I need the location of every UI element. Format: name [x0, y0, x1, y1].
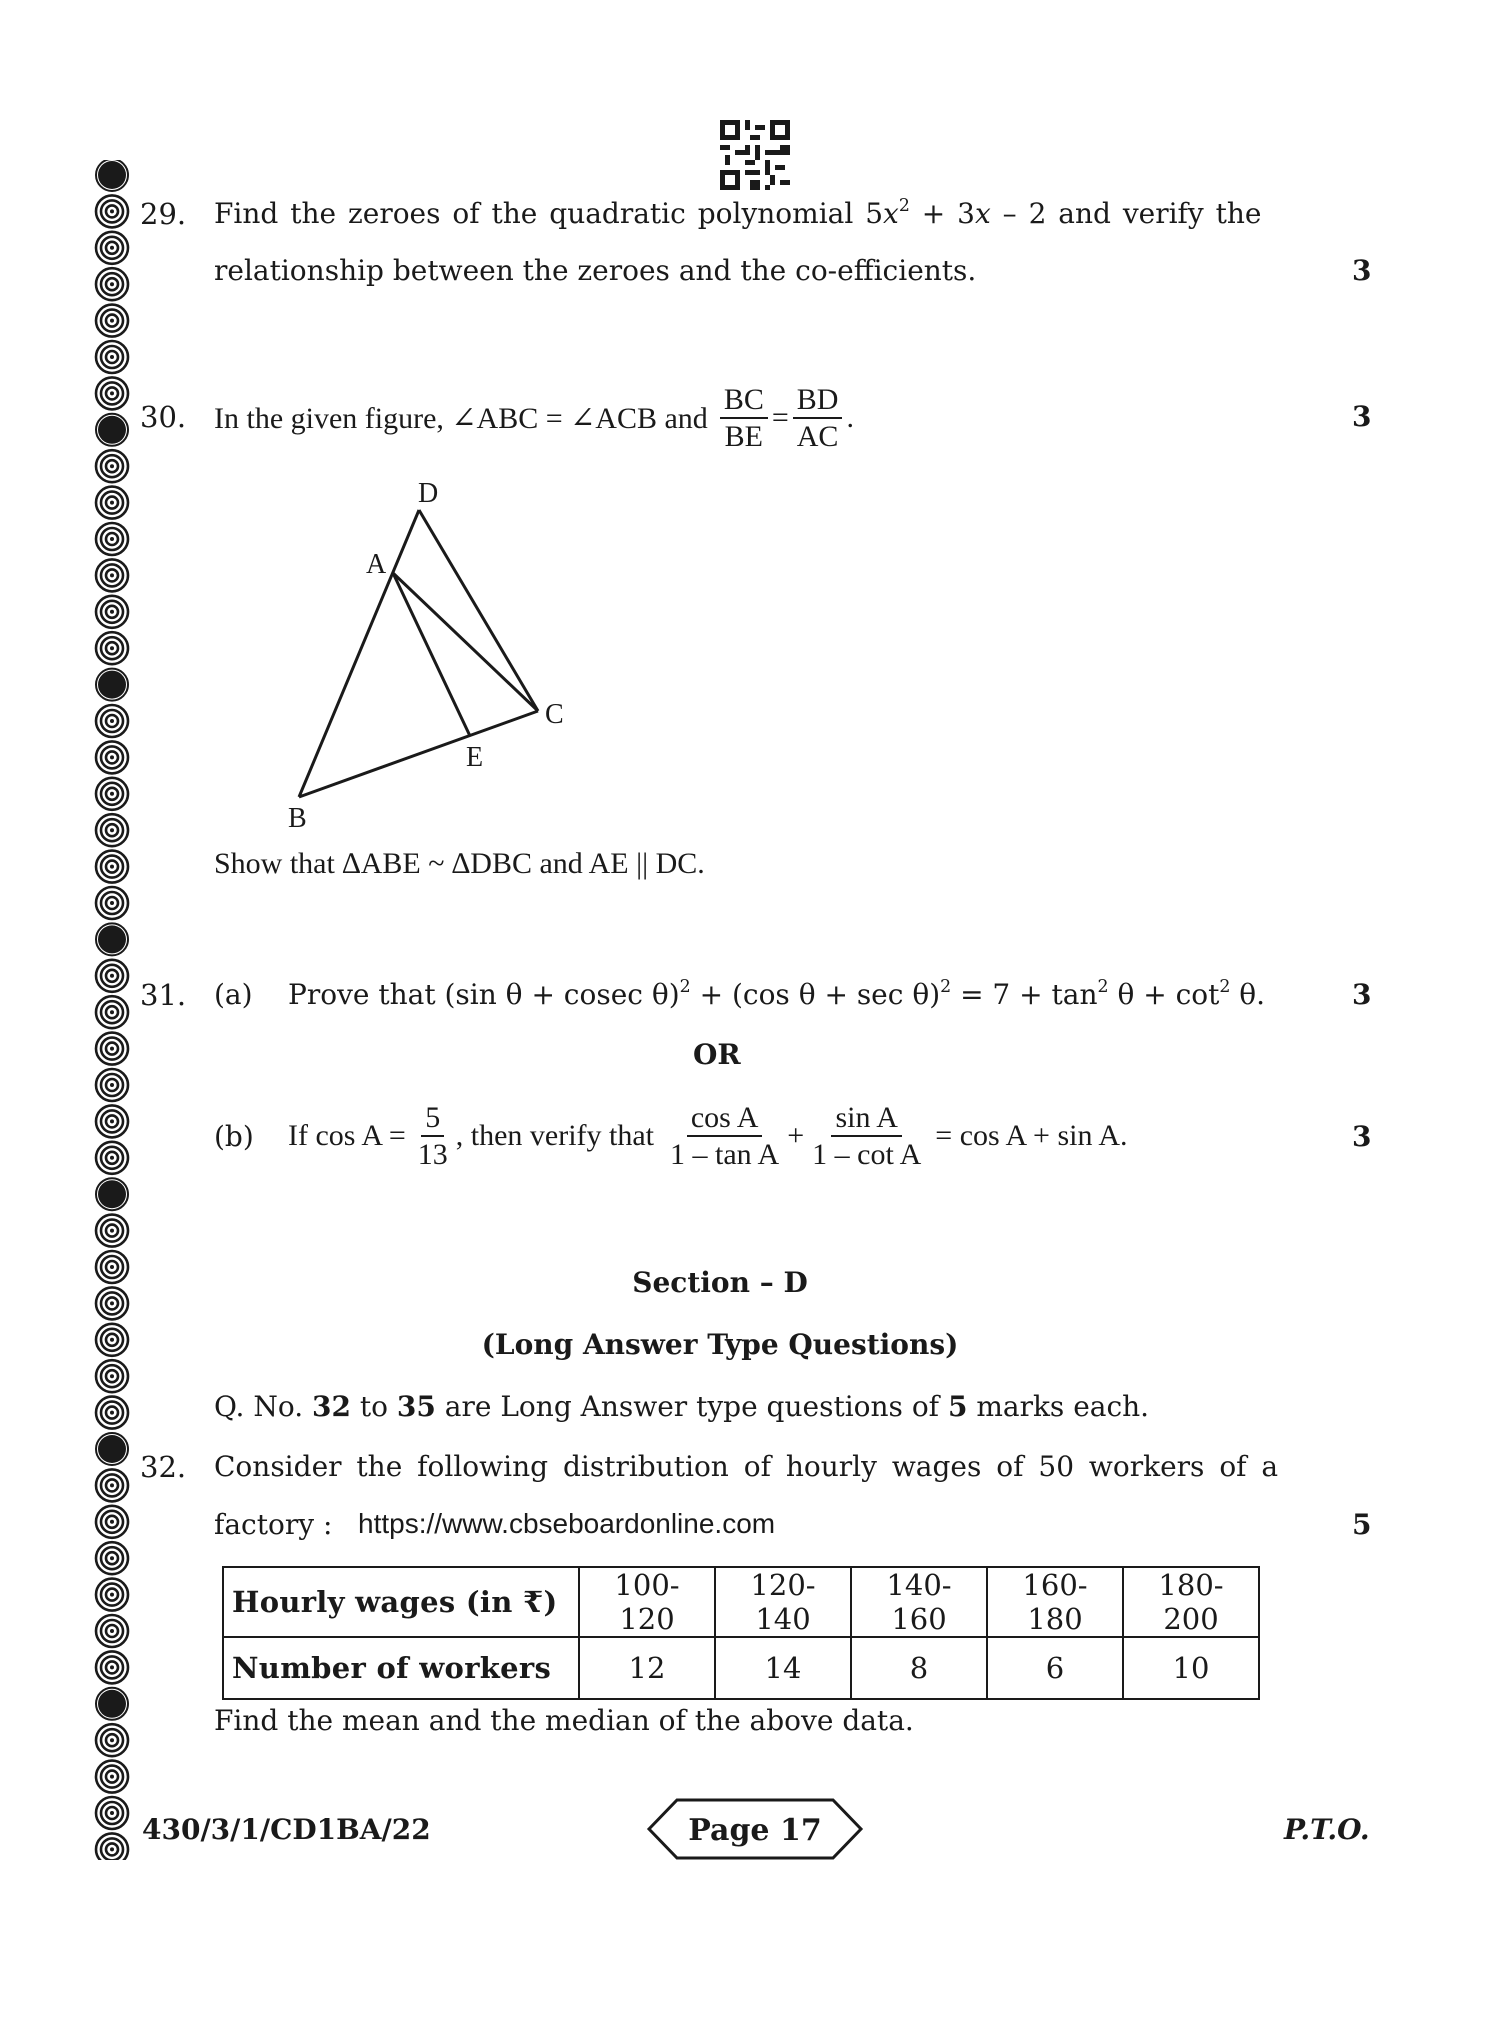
margin-ring-icon [96, 232, 128, 264]
workers-cell: 10 [1123, 1637, 1259, 1699]
margin-ring-icon [96, 377, 128, 409]
interval-cell: 180-200 [1123, 1567, 1259, 1637]
row-header-hourly-wages: Hourly wages (in ₹) [223, 1567, 579, 1637]
margin-ring-icon [96, 1142, 128, 1174]
margin-ring-icon [96, 1833, 128, 1860]
margin-ring-icon [96, 1397, 128, 1429]
question-31-a-marks: 3 [1352, 978, 1372, 1011]
interval-cell: 140-160 [851, 1567, 987, 1637]
source-url-link[interactable]: https://www.cbseboardonline.com [358, 1508, 776, 1539]
margin-ring-icon [96, 1033, 128, 1065]
margin-ring-icon [96, 1688, 128, 1720]
segment-bc [299, 711, 538, 797]
margin-ring-icon [96, 1579, 128, 1611]
margin-rings-decoration [92, 160, 132, 1860]
question-32-line-1: Consider the following distribution of hourly wages of 50 workers of a [214, 1450, 1279, 1483]
margin-ring-icon [96, 1542, 128, 1574]
question-number-32: 32. [140, 1450, 187, 1484]
margin-ring-icon [96, 741, 128, 773]
wages-table [222, 1566, 1260, 1700]
margin-ring-icon [96, 960, 128, 992]
fraction-bc-over-be: $\frac{BC}{BE}$ [720, 384, 768, 453]
margin-ring-icon [96, 1360, 128, 1392]
interval-cell: 160-180 [987, 1567, 1123, 1637]
segment-ac [393, 573, 538, 711]
margin-ring-icon [96, 559, 128, 591]
margin-ring-icon [96, 1761, 128, 1793]
workers-cell: 8 [851, 1637, 987, 1699]
vertex-label-c: C [545, 699, 564, 730]
margin-ring-icon [96, 414, 128, 446]
question-number-31: 31. [140, 978, 187, 1012]
margin-ring-icon [96, 887, 128, 919]
margin-ring-icon [96, 1178, 128, 1210]
margin-ring-icon [96, 923, 128, 955]
question-29-marks: 3 [1352, 254, 1372, 287]
page-number: Page 17 [688, 1813, 822, 1848]
margin-ring-icon [96, 1797, 128, 1829]
margin-ring-icon [96, 705, 128, 737]
margin-ring-icon [96, 1105, 128, 1137]
margin-ring-icon [96, 1433, 128, 1465]
margin-ring-icon [96, 814, 128, 846]
workers-cell: 12 [579, 1637, 715, 1699]
interval-cell: 100-120 [579, 1567, 715, 1637]
margin-ring-icon [96, 1506, 128, 1538]
margin-ring-icon [96, 851, 128, 883]
section-note: Q. No. 32 to 35 are Long Answer type questions of 5 marks each. [214, 1390, 1150, 1423]
segment-da-b [299, 510, 419, 797]
margin-ring-icon [96, 778, 128, 810]
margin-ring-icon [96, 632, 128, 664]
margin-ring-icon [96, 1615, 128, 1647]
qr-code [720, 120, 790, 190]
question-31-part-b-label: (b) [214, 1120, 254, 1153]
segment-ae [393, 573, 470, 736]
paper-code: 430/3/1/CD1BA/22 [142, 1813, 431, 1846]
margin-ring-icon [96, 160, 128, 191]
table-row-hourly-wages [223, 1567, 1259, 1637]
margin-ring-icon [96, 669, 128, 701]
question-29-line-2: relationship between the zeroes and the co-efficients. [214, 254, 977, 287]
row-header-number-of-workers: Number of workers [223, 1637, 579, 1699]
question-30-show-that: Show that ∆ABE ~ ∆DBC and AE || DC. [214, 847, 705, 880]
margin-ring-icon [96, 341, 128, 373]
margin-ring-icon [96, 268, 128, 300]
margin-ring-icon [96, 1469, 128, 1501]
margin-ring-icon [96, 1215, 128, 1247]
fraction-cos-over-1-minus-tan: $\frac{\text{cos A}}{\text{1 – tan A}}$ [670, 1100, 780, 1171]
fraction-bd-over-ac: $\frac{BD}{AC}$ [793, 384, 843, 453]
table-row-number-of-workers [223, 1637, 1259, 1699]
triangle-figure [280, 470, 600, 850]
vertex-label-e: E [466, 742, 484, 773]
question-number-29: 29. [140, 197, 187, 231]
question-32-marks: 5 [1352, 1508, 1372, 1541]
margin-ring-icon [96, 996, 128, 1028]
question-31-part-a-label: (a) [214, 978, 253, 1011]
please-turn-over: P.T.O. [1284, 1813, 1370, 1846]
workers-cell: 14 [715, 1637, 851, 1699]
question-31-part-b-statement: If cos A = $\frac{5}{13}$ , then verify that $\frac{\text{cos A}}{\text{1 – tan A}}$ + $\frac{\text{sin A}}{\text{1 – cot A}}$ = cos A + sin A. [288, 1100, 1128, 1171]
fraction-sin-over-1-minus-cot: $\frac{\text{sin A}}{\text{1 – cot A}}$ [812, 1100, 922, 1171]
question-31-part-a-statement: Prove that (sin θ + cosec θ)$^2$ + (cos $\theta + \sec \theta)^2 = 7 + \tan^2 \theta + \cot^2 \theta$. [288, 976, 1266, 1011]
margin-ring-icon [96, 487, 128, 519]
margin-ring-icon [96, 1651, 128, 1683]
workers-cell: 6 [987, 1637, 1123, 1699]
margin-ring-icon [96, 1069, 128, 1101]
segment-dc [419, 510, 538, 711]
vertex-label-b: B [288, 803, 307, 834]
margin-ring-icon [96, 596, 128, 628]
margin-ring-icon [96, 1724, 128, 1756]
or-separator: OR [693, 1038, 741, 1071]
question-30-marks: 3 [1352, 400, 1372, 433]
question-31-b-marks: 3 [1352, 1120, 1372, 1153]
fraction-5-over-13: $\frac{5}{13}$ [417, 1100, 448, 1171]
vertex-label-d: D [418, 478, 439, 509]
section-title: Section – D [632, 1266, 808, 1299]
question-32-line-2: factory : [214, 1508, 333, 1541]
question-30-statement: In the given figure, ∠ABC = ∠ACB and $\frac{BC}{BE}$ = $\frac{BD}{AC}$ . [214, 382, 854, 453]
question-29-line-1: Find the zeroes of the quadratic polynomial $5x^2 + 3x - 2$ and verify the [214, 195, 1262, 230]
question-32-find: Find the mean and the median of the above data. [214, 1704, 914, 1737]
margin-ring-icon [96, 305, 128, 337]
margin-ring-icon [96, 195, 128, 227]
interval-cell: 120-140 [715, 1567, 851, 1637]
margin-ring-icon [96, 450, 128, 482]
vertex-label-a: A [366, 549, 387, 580]
margin-ring-icon [96, 523, 128, 555]
question-number-30: 30. [140, 400, 187, 434]
section-subtitle: (Long Answer Type Questions) [481, 1328, 959, 1361]
